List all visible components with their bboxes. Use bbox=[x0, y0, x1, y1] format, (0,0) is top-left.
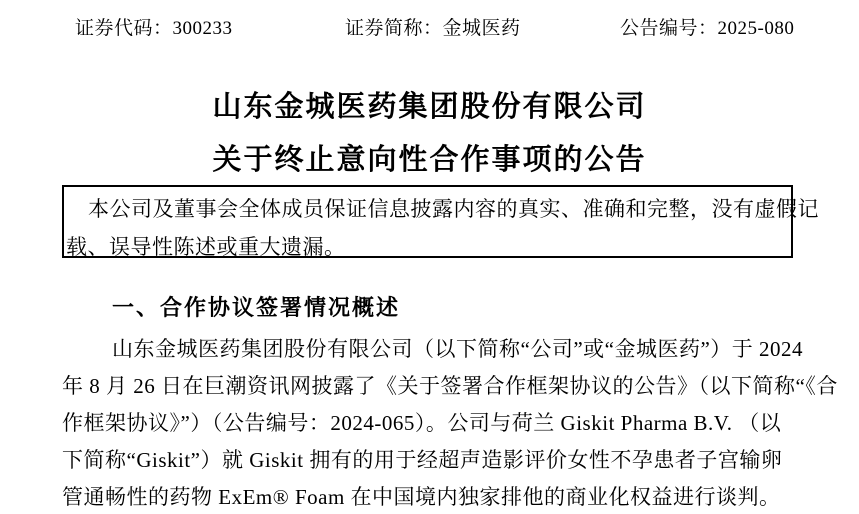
paragraph-line: 下简称“Giskit”）就 Giskit 拥有的用于经超声造影评价女性不孕患者子宫输卵 bbox=[62, 448, 783, 472]
disclaimer-box bbox=[62, 185, 819, 259]
disclaimer-text-line: 载、误导性陈述或重大遗漏。 bbox=[66, 235, 346, 259]
paragraph-line: 年 8 月 26 日在巨潮资讯网披露了《关于签署合作框架协议的公告》（以下简称“《合 bbox=[62, 374, 838, 398]
paragraph-line: 作框架协议》”）（公告编号：2024-065）。公司与荷兰 Giskit Pharma B.V. （以 bbox=[62, 411, 782, 435]
stock-code: 证券代码：300233 bbox=[75, 18, 233, 39]
disclaimer-text-line: 本公司及董事会全体成员保证信息披露内容的真实、准确和完整，没有虚假记 bbox=[88, 197, 819, 221]
announcement-title: 关于终止意向性合作事项的公告 bbox=[212, 144, 647, 176]
section-heading-1: 一、合作协议签署情况概述 bbox=[112, 295, 401, 320]
company-title: 山东金城医药集团股份有限公司 bbox=[212, 91, 647, 123]
paragraph-line: 管通畅性的药物 ExEm® Foam 在中国境内独家排他的商业化权益进行谈判。 bbox=[62, 485, 781, 509]
announcement-number: 公告编号：2025-080 bbox=[620, 18, 795, 39]
stock-short-name: 证券简称：金城医药 bbox=[345, 18, 521, 39]
paragraph-line: 山东金城医药集团股份有限公司（以下简称“公司”或“金城医药”）于 2024 bbox=[112, 337, 804, 361]
